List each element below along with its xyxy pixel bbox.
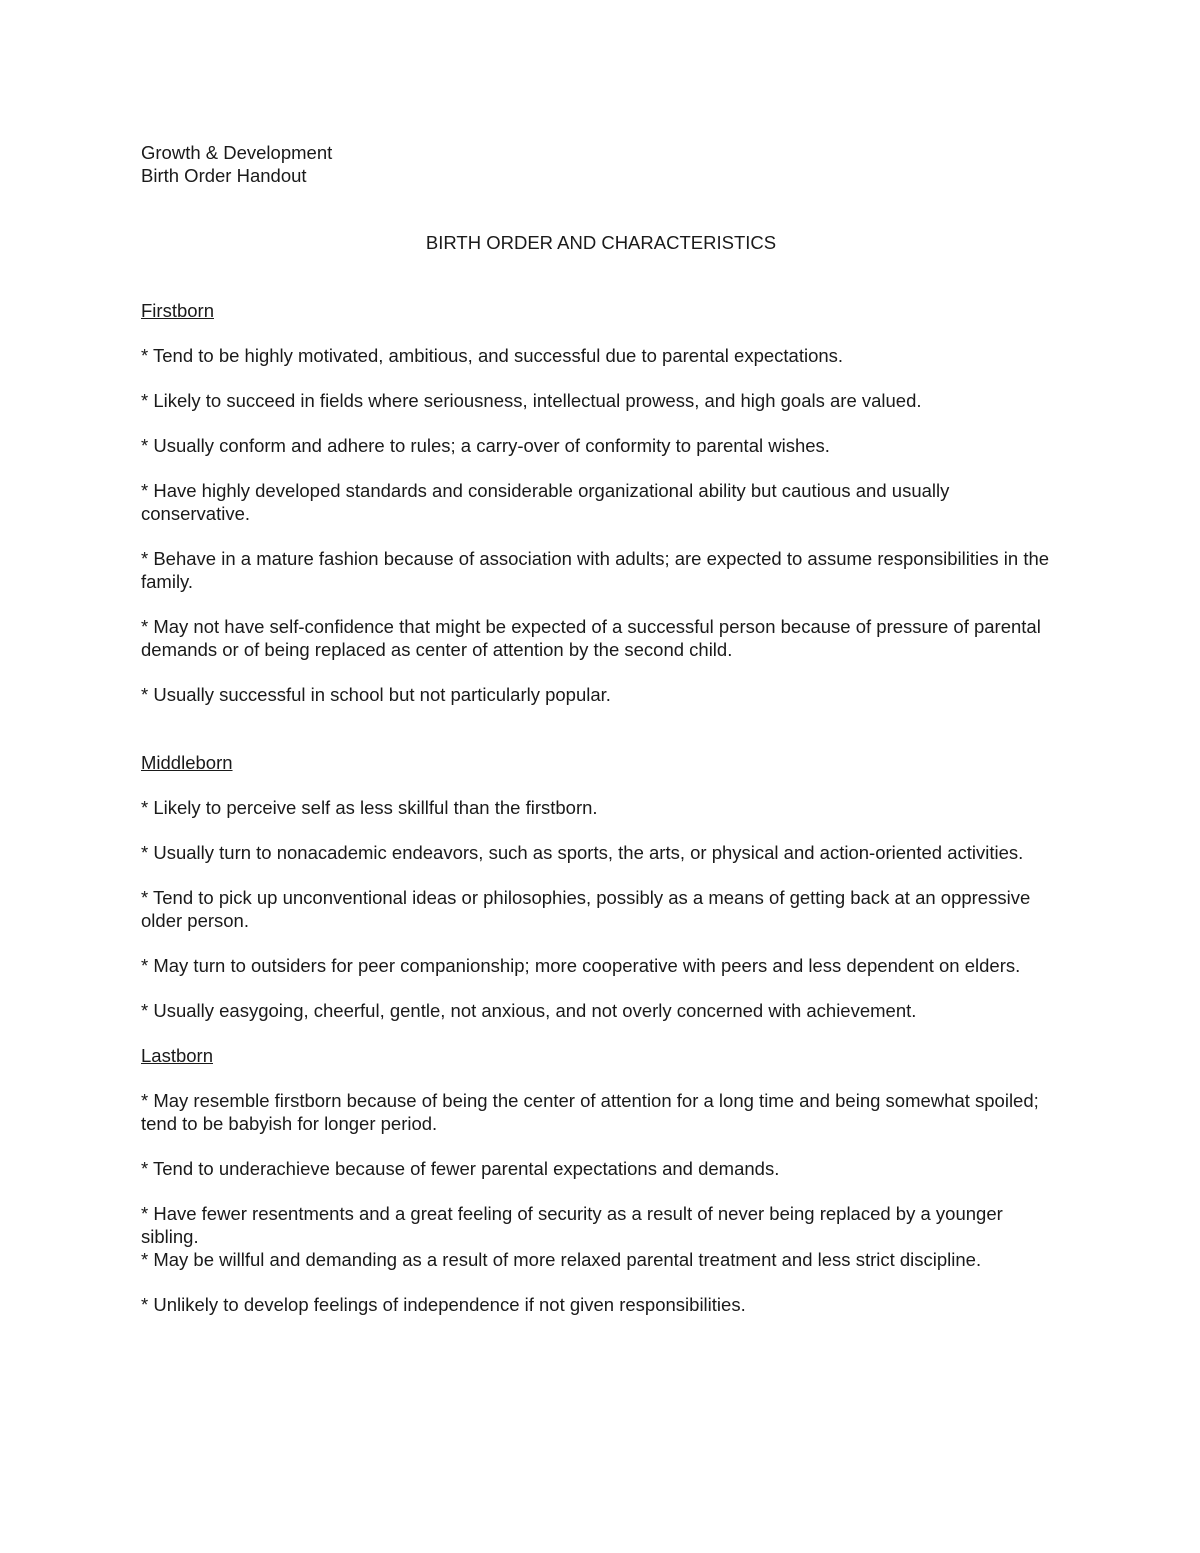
list-item: * Usually conform and adhere to rules; a carry-over of conformity to parental wishes. — [141, 435, 830, 456]
section-firstborn — [141, 299, 1061, 706]
section-lastborn — [141, 1044, 1061, 1316]
list-item: * May not have self-confidence that might be expected of a successful person because of pressure of parental demands or of being replaced as center of attention by the second child. — [141, 616, 1041, 660]
list-item: * Behave in a mature fashion because of association with adults; are expected to assume responsibilities in the family. — [141, 548, 1050, 592]
handout-subtitle: Birth Order Handout — [141, 165, 307, 186]
list-item: * Have fewer resentments and a great feeling of security as a result of never being replaced by a younger sibling. — [141, 1203, 1003, 1247]
section-heading: Firstborn — [141, 300, 214, 321]
section-heading: Lastborn — [141, 1045, 213, 1066]
list-item: * Usually turn to nonacademic endeavors, such as sports, the arts, or physical and action-oriented activities. — [141, 842, 1024, 863]
list-item: * Tend to underachieve because of fewer parental expectations and demands. — [141, 1158, 780, 1179]
list-item: * May resemble firstborn because of being the center of attention for a long time and being somewhat spoiled; tend to be babyish for longer period. — [141, 1090, 1039, 1134]
list-item: * Tend to be highly motivated, ambitious, and successful due to parental expectations. — [141, 345, 844, 366]
section-heading: Middleborn — [141, 752, 233, 773]
list-item: * Tend to pick up unconventional ideas or philosophies, possibly as a means of getting back at an oppressive older person. — [141, 887, 1031, 931]
section-middleborn — [141, 751, 1061, 1022]
course-name: Growth & Development — [141, 142, 333, 163]
list-item: * Unlikely to develop feelings of independence if not given responsibilities. — [141, 1294, 746, 1315]
document-title: BIRTH ORDER AND CHARACTERISTICS — [425, 232, 777, 253]
document-page — [141, 141, 1061, 1316]
list-item: * Likely to perceive self as less skillful than the firstborn. — [141, 797, 598, 818]
list-item: * Likely to succeed in fields where seriousness, intellectual prowess, and high goals are valued. — [141, 390, 922, 411]
list-item: * Usually successful in school but not particularly popular. — [141, 684, 611, 705]
list-item: * Have highly developed standards and considerable organizational ability but cautious and usually conservative. — [141, 480, 950, 524]
list-item: * May be willful and demanding as a result of more relaxed parental treatment and less strict discipline. — [141, 1249, 982, 1270]
document-header — [141, 141, 1061, 187]
list-item: * May turn to outsiders for peer companionship; more cooperative with peers and less dependent on elders. — [141, 955, 1021, 976]
list-item: * Usually easygoing, cheerful, gentle, not anxious, and not overly concerned with achievement. — [141, 1000, 917, 1021]
